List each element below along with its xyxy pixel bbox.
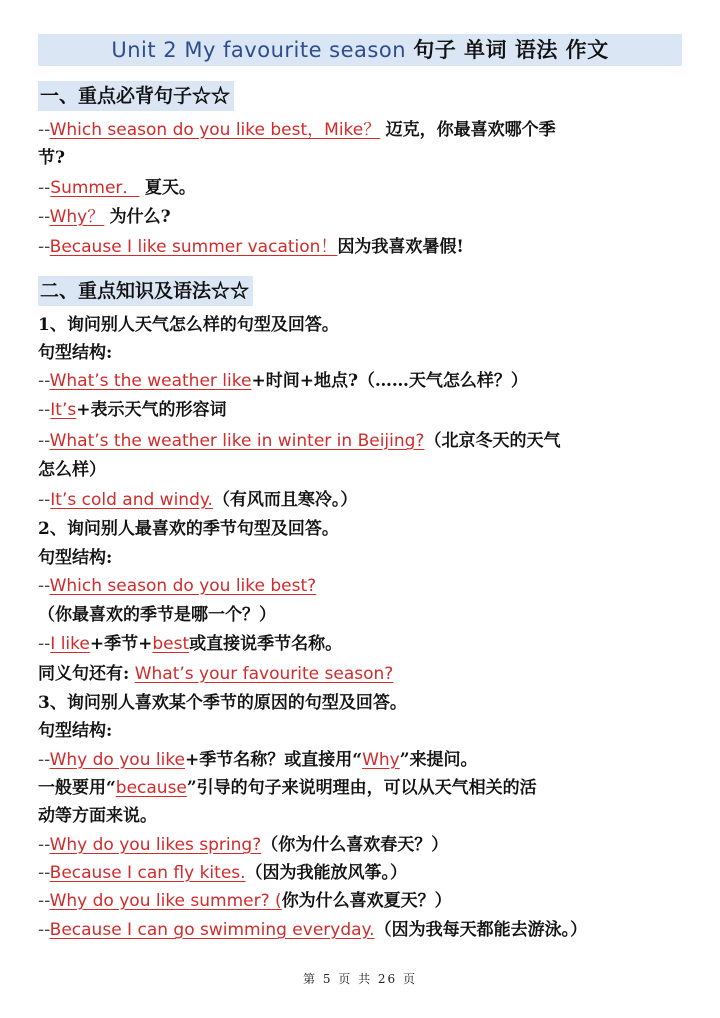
dash: -- (38, 207, 50, 227)
english-sentence: What’s your favourite season? (134, 664, 394, 684)
dash: -- (38, 431, 50, 451)
chinese-translation: 为什么? (109, 207, 171, 227)
english-sentence: Because I can fly kites. (49, 863, 246, 883)
chinese-note: 一般要用“ (38, 778, 116, 798)
point2-title: 2、询问别人最喜欢的季节句型及回答。 (38, 519, 339, 539)
synonym-line (38, 661, 684, 687)
s2-line-8-cont: 动等方面来说。 (38, 806, 157, 826)
dash: -- (38, 863, 50, 883)
s2-line-4 (38, 487, 684, 513)
chinese-note: 你为什么喜欢夏天？） (281, 891, 452, 911)
dash: -- (38, 371, 50, 391)
s2-line-2 (38, 397, 684, 423)
chinese-note: +季节名称？或直接用“ (185, 750, 363, 770)
title-chinese: 句子 单词 语法 作文 (413, 37, 609, 62)
pattern-label: 句型结构: (38, 548, 113, 568)
chinese-note: （因为我每天都能去游泳。） (374, 920, 588, 940)
english-sentence: What’s the weather like in winter in Beijing? (49, 431, 425, 451)
page-title (38, 34, 682, 66)
dash: -- (38, 750, 50, 770)
dash: -- (38, 920, 50, 940)
s2-line-9 (38, 832, 684, 858)
section2-heading: 二、重点知识及语法☆☆ (38, 276, 253, 306)
dash: -- (38, 835, 50, 855)
chinese-note: （有风而且寒冷。） (212, 490, 358, 510)
english-sentence: What’s the weather like (49, 371, 252, 391)
synonym-label: 同义句还有: (38, 664, 130, 684)
dash: -- (38, 490, 51, 510)
chinese-note: （因为我能放风筝。） (245, 863, 408, 883)
english-word: I like (50, 634, 90, 654)
english-sentence: Why do you like (49, 750, 186, 770)
chinese-translation: 因为我喜欢暑假! (337, 237, 464, 257)
page-footer: 第 5 页 共 26 页 (303, 972, 417, 986)
english-word: Why (362, 750, 400, 770)
english-sentence: Because I can go swimming everyday. (49, 920, 375, 940)
s1-line-3 (38, 204, 684, 230)
dash: -- (38, 120, 50, 140)
chinese-note: +时间+地点?（……天气怎么样？） (251, 371, 528, 391)
section1-heading: 一、重点必背句子☆☆ (38, 81, 234, 111)
s1-line-2 (38, 175, 684, 201)
title-english: Unit 2 My favourite season (111, 38, 407, 62)
s1-line-1-cont (38, 145, 684, 171)
chinese-translation: 迈克，你最喜欢哪个季 (385, 120, 556, 140)
s2-line-7 (38, 747, 684, 773)
pattern-label: 句型结构: (38, 343, 113, 363)
s1-line-4 (38, 234, 684, 260)
dash: -- (38, 400, 51, 420)
english-sentence: Because I like summer vacation！ (49, 237, 338, 257)
dash: -- (38, 634, 51, 654)
english-sentence: It’s (50, 400, 77, 420)
chinese-note: （北京冬天的天气 (424, 431, 561, 451)
s2-line-11 (38, 888, 684, 914)
dash: -- (38, 178, 51, 198)
english-word: because (115, 778, 187, 798)
dash: -- (38, 891, 50, 911)
english-sentence: Why do you like summer? ( (49, 891, 282, 911)
chinese-note: ”来提问。 (399, 750, 478, 770)
english-sentence: Summer． (50, 178, 140, 198)
s1-line-1 (38, 117, 684, 143)
s2-line-5-translation: （你最喜欢的季节是哪一个？） (38, 605, 276, 625)
english-sentence: Why？ (49, 207, 105, 227)
s2-line-6 (38, 631, 684, 657)
s2-line-3 (38, 428, 684, 454)
s2-line-3-cont: 怎么样） (38, 460, 106, 480)
english-sentence: Which season do you like best，Mike？ (49, 120, 381, 140)
chinese-translation-cont: 节? (38, 148, 65, 168)
chinese-note: ”引导的句子来说明理由，可以从天气相关的活 (186, 778, 537, 798)
english-sentence: It’s cold and windy. (50, 490, 213, 510)
s2-line-12 (38, 917, 684, 943)
chinese-note: +季节+ (89, 634, 153, 654)
point1-title: 1、询问别人天气怎么样的句型及回答。 (38, 315, 339, 335)
s2-line-5 (38, 573, 684, 599)
chinese-note: （你为什么喜欢春天？） (261, 835, 449, 855)
english-sentence: Why do you likes spring? (49, 835, 262, 855)
pattern-label: 句型结构: (38, 721, 113, 741)
dash: -- (38, 576, 50, 596)
english-sentence: Which season do you like best? (49, 576, 317, 596)
chinese-translation: 夏天。 (144, 178, 196, 198)
point3-title: 3、询问别人喜欢某个季节的原因的句型及回答。 (38, 693, 407, 713)
chinese-note: +表示天气的形容词 (76, 400, 227, 420)
english-word: best (152, 634, 190, 654)
s2-line-1 (38, 368, 684, 394)
s2-line-10 (38, 860, 684, 886)
dash: -- (38, 237, 50, 257)
s2-line-8 (38, 775, 684, 801)
chinese-note: 或直接说季节名称。 (189, 634, 343, 654)
